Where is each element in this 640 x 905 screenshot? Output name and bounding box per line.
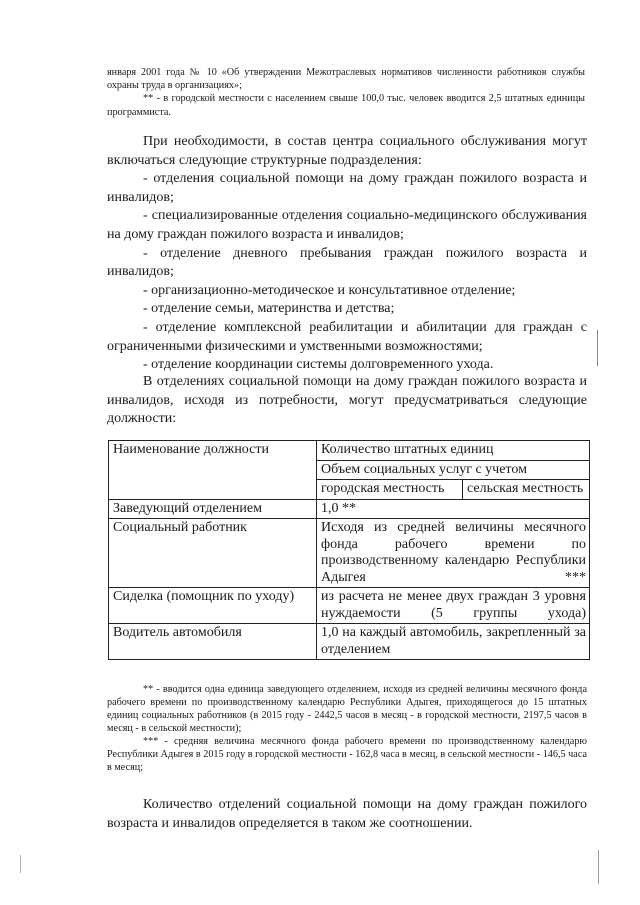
unit-list-item: - организационно-методическое и консультативное отделение; [143, 282, 516, 298]
unit-list-item: - отделение координации системы долговременного ухода. [143, 357, 494, 373]
staff-table [108, 440, 590, 660]
unit-list-item: - отделение семьи, материнства и детства; [143, 301, 395, 317]
table-footnotes [107, 683, 587, 774]
header-count: Количество штатных единиц [317, 441, 590, 461]
position-cell: Водитель автомобиля [109, 624, 317, 660]
position-cell: Сиделка (помощник по уходу) [109, 588, 317, 624]
position-cell: Социальный работник [109, 519, 317, 588]
value-cell: 1,0 на каждый автомобиль, закрепленный за отделением [317, 624, 590, 660]
position-cell: Заведующий отделением [109, 499, 317, 519]
header-volume: Объем социальных услуг с учетом [317, 460, 590, 480]
value-cell: 1,0 ** [317, 499, 590, 519]
header-position: Наименование должности [109, 441, 317, 500]
final-paragraph [107, 796, 587, 833]
value-cell: из расчета не менее двух граждан 3 уровня нуждаемости (5 группы ухода) [317, 588, 590, 624]
positions-intro-text: В отделениях социальной помощи на дому граждан пожилого возраста и инвалидов, исходя из потребности, могут предусматриваться следующие должности: [107, 374, 587, 427]
structural-units-section [107, 133, 587, 375]
footnote-head: ** - вводится одна единица заведующего отделением, исходя из средней величины месячного фонда рабочего времени по производственному календарю Республики Адыгея, приходящегося до 15 штатных единиц социальных работников (в 2015 году - 2442,5 часов в месяц - в городской местности, 2197,5 часов в месяц - в сельской местности); [107, 684, 587, 734]
top-notes [107, 66, 585, 119]
header-rural: сельская местность [463, 480, 590, 500]
value-cell: Исходя из средней величины месячного фонда рабочего времени по производственному календарю Республики Адыгея *** [317, 519, 590, 588]
unit-list-item: - отделения социальной помощи на дому граждан пожилого возраста и инвалидов; [107, 171, 587, 205]
programmer-note: ** - в городской местности с населением свыше 100,0 тыс. человек вводится 2,5 штатных единицы программиста. [107, 93, 585, 118]
header-city: городская местность [317, 480, 463, 500]
structural-units-intro: При необходимости, в состав центра социального обслуживания могут включаться следующие структурные подразделения: [107, 134, 587, 168]
margin-mark [598, 850, 599, 884]
final-paragraph-text: Количество отделений социальной помощи на дому граждан пожилого возраста и инвалидов определяется в таком же соотношении. [107, 797, 587, 831]
unit-list-item: - отделение комплексной реабилитации и абилитации для граждан с ограниченными физическими и умственными возможностями; [107, 319, 587, 354]
table-row [109, 519, 590, 588]
table-row [109, 499, 590, 519]
unit-list-item: - отделение дневного пребывания граждан пожилого возраста и инвалидов; [107, 245, 587, 280]
margin-mark [597, 330, 598, 366]
margin-mark [20, 855, 21, 873]
positions-intro [107, 373, 587, 429]
unit-list-item: - специализированные отделения социально-медицинского обслуживания на дому граждан пожилого возраста и инвалидов; [107, 208, 587, 242]
table-row [109, 624, 590, 660]
order-reference-note: января 2001 года № 10 «Об утверждении Межотраслевых нормативов численности работников службы охраны труда в организациях»; [107, 67, 585, 92]
table-row [109, 588, 590, 624]
footnote-worktime: *** - средняя величина месячного фонда рабочего времени по производственному календарю Республики Адыгея в 2015 году в городской местности - 162,8 часа в месяц, в сельской местности - 146,5 часа в месяц; [107, 736, 587, 773]
table-header-row [109, 441, 590, 461]
